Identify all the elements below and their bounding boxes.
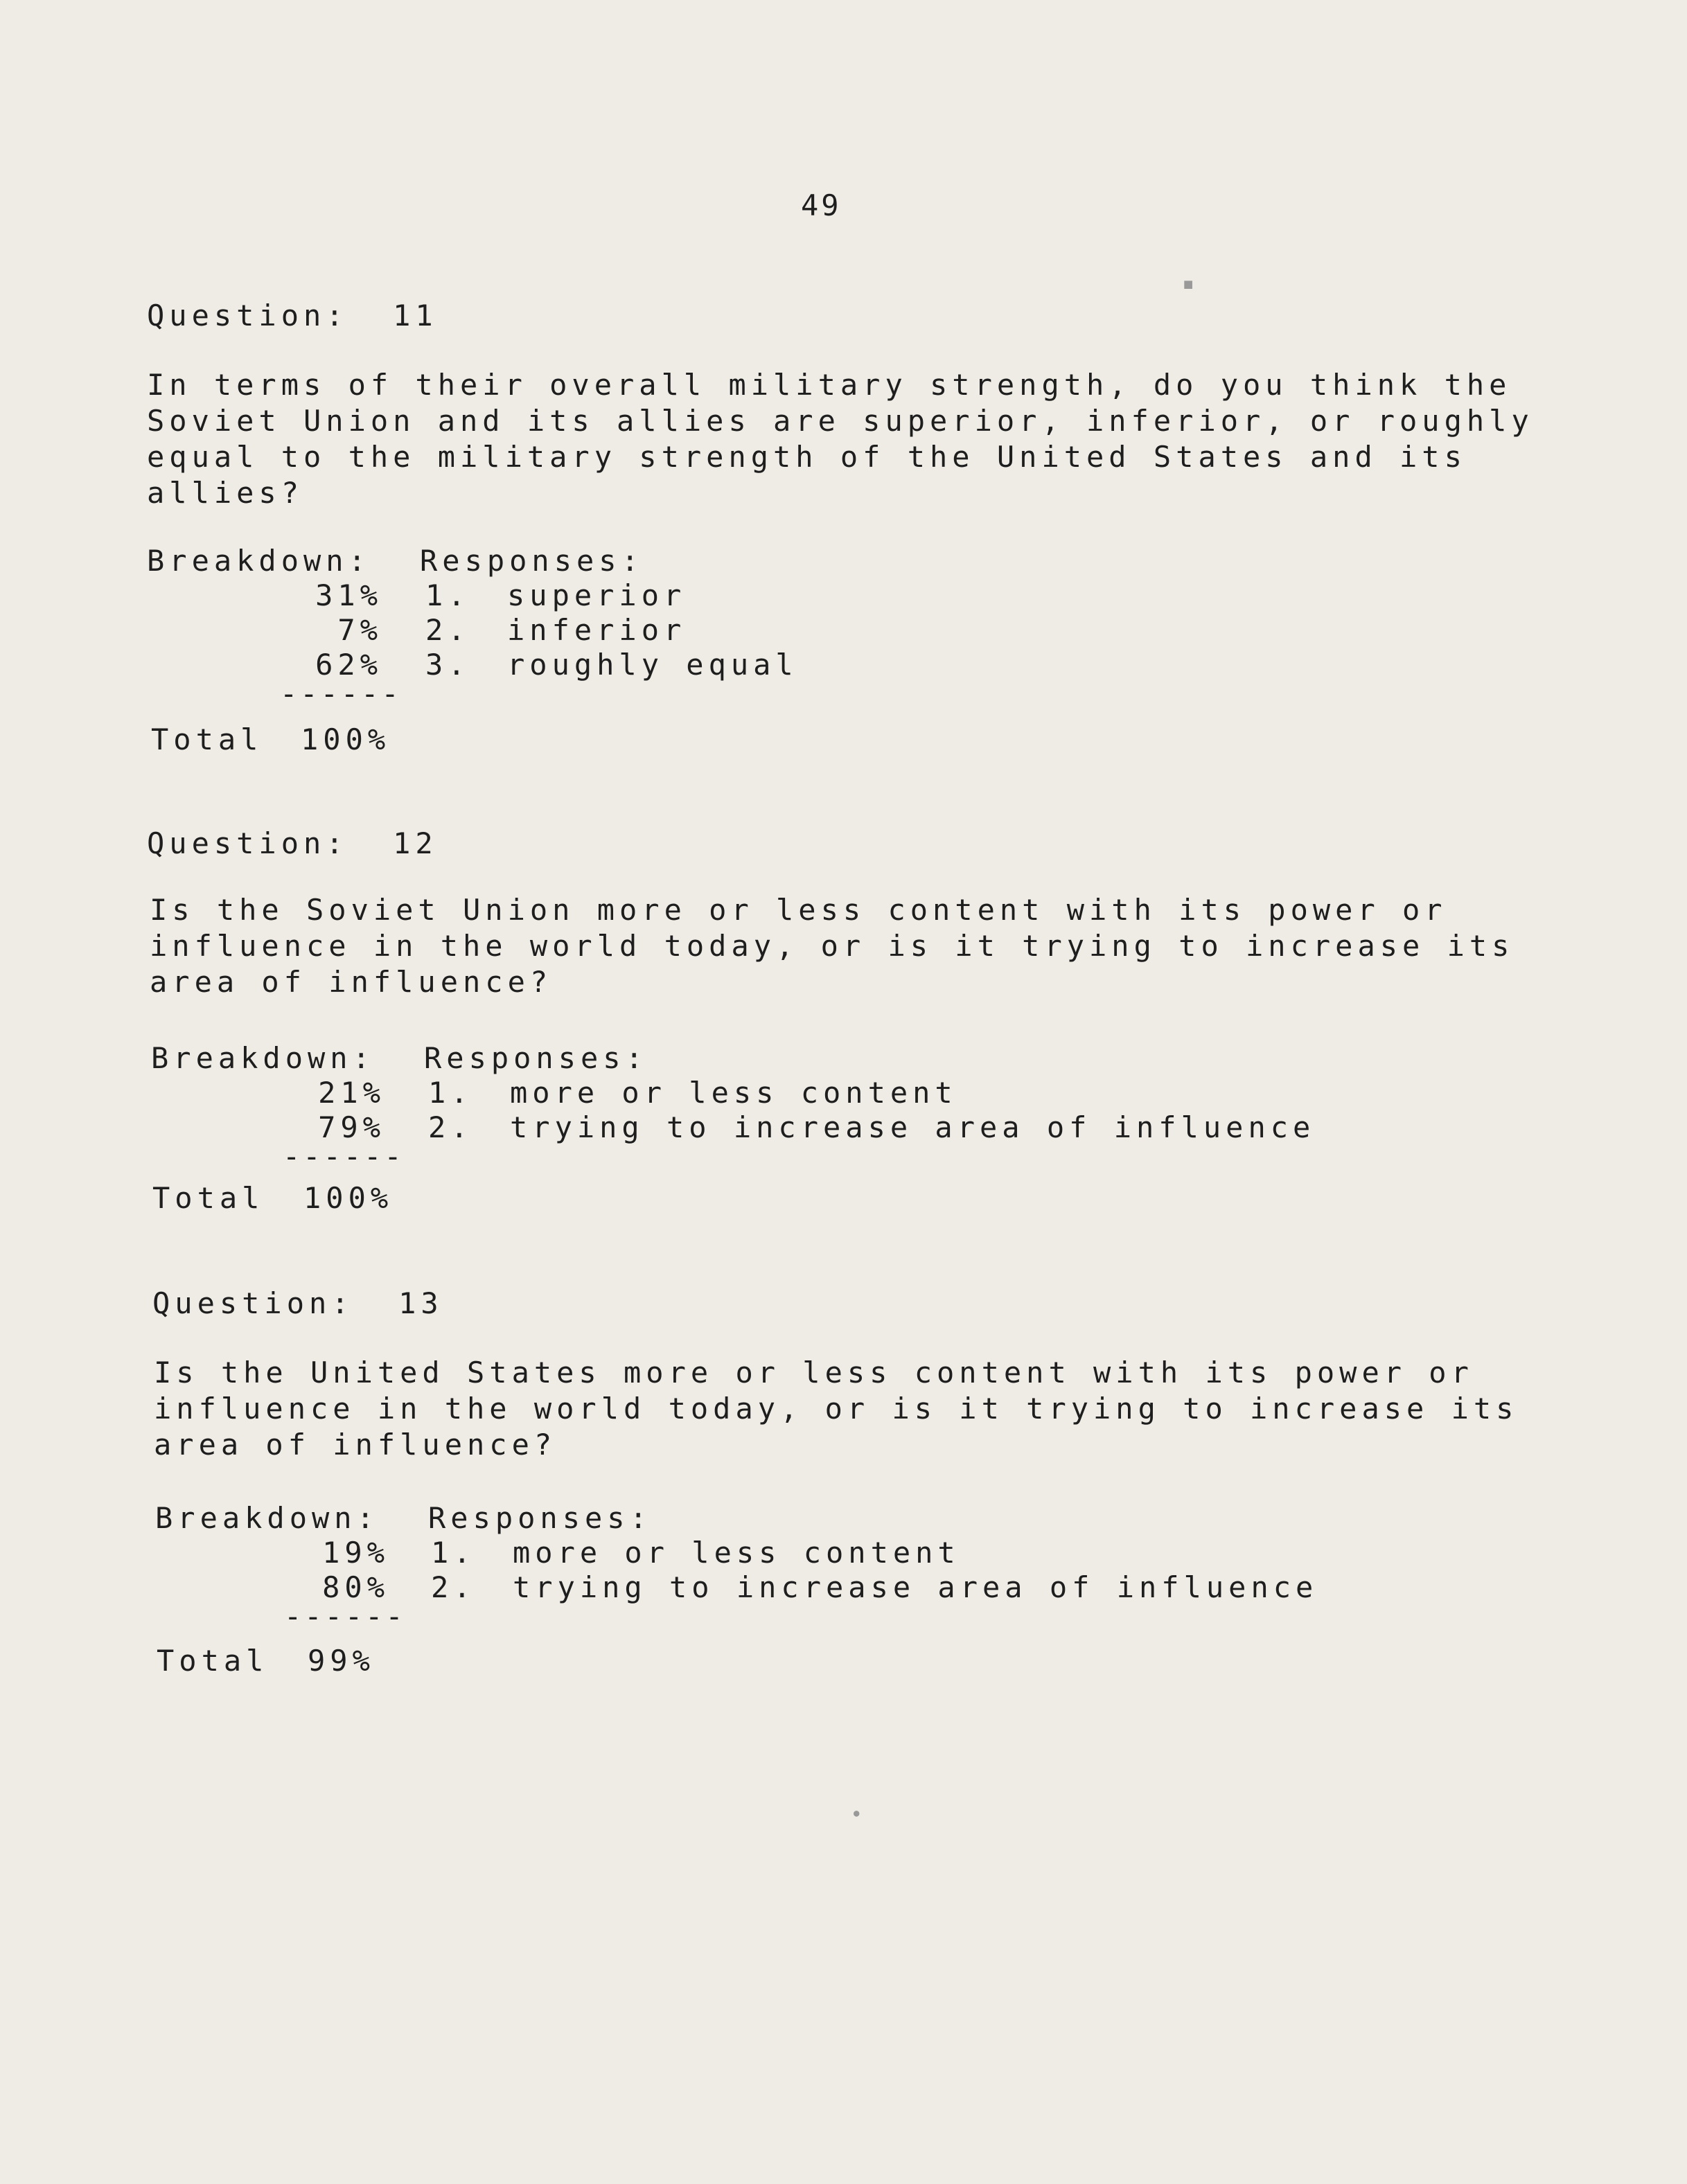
question-text-line: Is the United States more or less content with its power or xyxy=(154,1356,1474,1390)
response-percent: 79% xyxy=(318,1110,385,1144)
total-label: Total xyxy=(151,722,263,756)
response-number: 1. xyxy=(428,1076,473,1110)
response-number: 2. xyxy=(428,1110,473,1144)
question-title: Question: 12 xyxy=(147,826,438,860)
response-text: inferior xyxy=(507,613,687,647)
response-percent: 7% xyxy=(337,613,382,647)
response-number: 1. xyxy=(431,1536,476,1570)
response-percent: 21% xyxy=(318,1076,385,1110)
total-divider: ------ xyxy=(280,677,402,711)
stray-mark: ● xyxy=(854,1808,860,1819)
response-percent: 19% xyxy=(322,1536,389,1570)
response-percent: 31% xyxy=(315,578,382,612)
responses-label: Responses: xyxy=(428,1501,652,1535)
response-percent: 80% xyxy=(322,1570,389,1604)
response-text: trying to increase area of influence xyxy=(513,1570,1318,1604)
response-text: more or less content xyxy=(510,1076,957,1110)
question-title: Question: 11 xyxy=(147,299,438,332)
response-text: more or less content xyxy=(513,1536,960,1570)
response-text: roughly equal xyxy=(507,648,798,682)
response-number: 2. xyxy=(431,1570,476,1604)
question-text-line: equal to the military strength of the United States and its xyxy=(147,440,1467,474)
response-text: superior xyxy=(507,578,687,612)
question-text-line: allies? xyxy=(147,476,304,510)
stray-mark: ▪ xyxy=(1182,272,1195,296)
response-text: trying to increase area of influence xyxy=(510,1110,1316,1144)
responses-label: Responses: xyxy=(424,1041,648,1075)
question-text-line: influence in the world today, or is it trying to increase its xyxy=(154,1392,1519,1426)
breakdown-label: Breakdown: xyxy=(147,544,371,578)
total-value: 99% xyxy=(308,1644,375,1678)
response-percent: 62% xyxy=(315,648,382,682)
question-text-line: Soviet Union and its allies are superior, inferior, or roughly xyxy=(147,404,1534,438)
total-divider: ------ xyxy=(284,1599,406,1633)
question-text-line: area of influence? xyxy=(154,1428,557,1462)
question-text-line: influence in the world today, or is it trying to increase its xyxy=(150,929,1514,963)
question-text-line: area of influence? xyxy=(150,965,553,999)
total-value: 100% xyxy=(301,722,391,756)
page-number: 49 xyxy=(801,188,842,222)
responses-label: Responses: xyxy=(420,544,644,578)
total-label: Total xyxy=(152,1181,265,1215)
response-number: 1. xyxy=(425,578,470,612)
total-label: Total xyxy=(157,1644,269,1678)
total-value: 100% xyxy=(303,1181,394,1215)
question-text-line: In terms of their overall military strength, do you think the xyxy=(147,368,1512,402)
response-number: 2. xyxy=(425,613,470,647)
total-divider: ------ xyxy=(283,1139,405,1173)
breakdown-label: Breakdown: xyxy=(155,1501,379,1535)
breakdown-label: Breakdown: xyxy=(151,1041,375,1075)
response-number: 3. xyxy=(425,648,470,682)
question-title: Question: 13 xyxy=(152,1286,443,1320)
question-text-line: Is the Soviet Union more or less content with its power or xyxy=(150,893,1447,927)
